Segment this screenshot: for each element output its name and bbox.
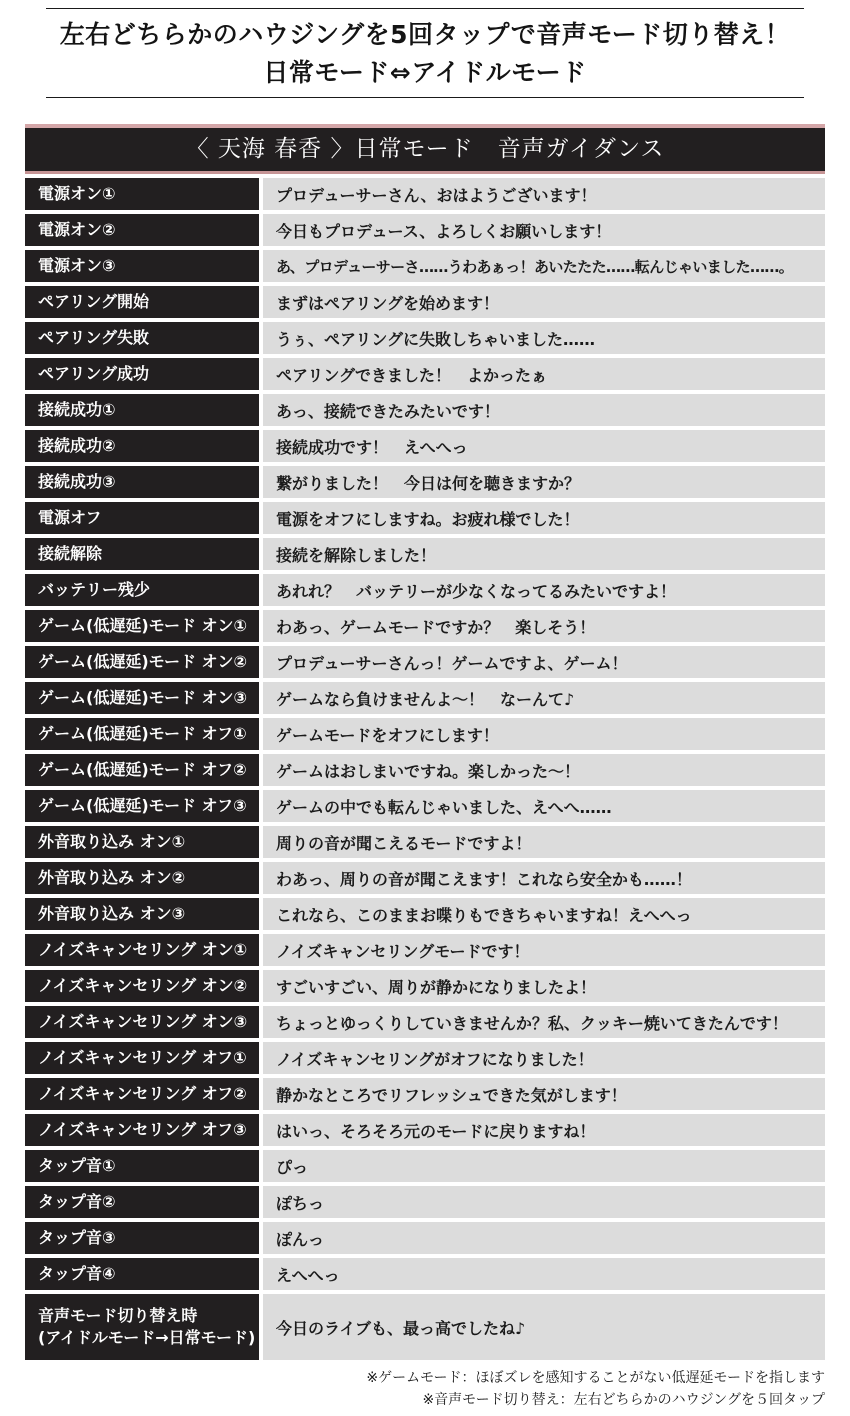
table-row xyxy=(25,466,825,498)
row-voice-line: まずはペアリングを始めます！ xyxy=(263,286,825,318)
row-voice-line: これなら、このままお喋りもできちゃいますね！えへへっ xyxy=(263,898,825,930)
row-voice-line: わあっ、周りの音が聞こえます！これなら安全かも……！ xyxy=(263,862,825,894)
row-label: タップ音③ xyxy=(25,1222,259,1254)
row-voice-line: えへへっ xyxy=(263,1258,825,1290)
row-voice-line: 静かなところでリフレッシュできた気がします！ xyxy=(263,1078,825,1110)
table-row xyxy=(25,1114,825,1146)
table-row xyxy=(25,286,825,318)
row-voice-line: ノイズキャンセリングがオフになりました！ xyxy=(263,1042,825,1074)
table-row xyxy=(25,1150,825,1182)
row-label: ゲーム(低遅延)モード オフ① xyxy=(25,718,259,750)
row-label: 接続成功② xyxy=(25,430,259,462)
row-voice-line: 電源をオフにしますね。お疲れ様でした！ xyxy=(263,502,825,534)
row-label: タップ音② xyxy=(25,1186,259,1218)
row-label: 外音取り込み オン② xyxy=(25,862,259,894)
row-label: ゲーム(低遅延)モード オフ③ xyxy=(25,790,259,822)
row-voice-line: プロデューサーさん、おはようございます！ xyxy=(263,178,825,210)
bottom-rule xyxy=(46,97,804,98)
row-voice-line: あ、プロデューサーさ……うわあぁっ！あいたたた……転んじゃいました……。 xyxy=(263,250,825,282)
row-voice-line: うぅ、ペアリングに失敗しちゃいました…… xyxy=(263,322,825,354)
table-row xyxy=(25,682,825,714)
row-label: タップ音④ xyxy=(25,1258,259,1290)
row-voice-line: ゲームはおしまいですね。楽しかった～！ xyxy=(263,754,825,786)
table-row xyxy=(25,1078,825,1110)
row-voice-line: すごいすごい、周りが静かになりましたよ！ xyxy=(263,970,825,1002)
table-title: 〈 天海 春香 〉日常モード 音声ガイダンス xyxy=(25,124,825,174)
row-voice-line: 周りの音が聞こえるモードですよ！ xyxy=(263,826,825,858)
row-label: ペアリング失敗 xyxy=(25,322,259,354)
row-voice-line: ぽちっ xyxy=(263,1186,825,1218)
headline-line-2: 日常モード⇔アイドルモード xyxy=(263,58,587,87)
row-voice-line: 接続を解除しました！ xyxy=(263,538,825,570)
row-label: ペアリング成功 xyxy=(25,358,259,390)
row-voice-line: ゲームモードをオフにします！ xyxy=(263,718,825,750)
row-label: ゲーム(低遅延)モード オン② xyxy=(25,646,259,678)
table-row xyxy=(25,178,825,210)
table-row xyxy=(25,934,825,966)
table-row xyxy=(25,718,825,750)
row-label: ノイズキャンセリング オン① xyxy=(25,934,259,966)
row-label: ゲーム(低遅延)モード オン① xyxy=(25,610,259,642)
table-row xyxy=(25,214,825,246)
table-row xyxy=(25,1186,825,1218)
table-row xyxy=(25,790,825,822)
row-voice-line: あっ、接続できたみたいです！ xyxy=(263,394,825,426)
row-voice-line: 接続成功です！ えへへっ xyxy=(263,430,825,462)
row-label: ペアリング開始 xyxy=(25,286,259,318)
table-row xyxy=(25,898,825,930)
row-label: 音声モード切り替え時 (アイドルモード→日常モード) xyxy=(25,1294,259,1360)
row-label: ノイズキャンセリング オフ① xyxy=(25,1042,259,1074)
row-voice-line: ノイズキャンセリングモードです！ xyxy=(263,934,825,966)
row-label: ノイズキャンセリング オン② xyxy=(25,970,259,1002)
row-label: ゲーム(低遅延)モード オフ② xyxy=(25,754,259,786)
row-voice-line: わあっ、ゲームモードですか？ 楽しそう！ xyxy=(263,610,825,642)
row-label: 電源オン① xyxy=(25,178,259,210)
table-row xyxy=(25,862,825,894)
table-row xyxy=(25,1294,825,1360)
table-row xyxy=(25,1222,825,1254)
table-row xyxy=(25,1006,825,1038)
row-voice-line: ペアリングできました！ よかったぁ xyxy=(263,358,825,390)
table-row xyxy=(25,610,825,642)
table-row xyxy=(25,970,825,1002)
row-voice-line: ぽんっ xyxy=(263,1222,825,1254)
row-label: ゲーム(低遅延)モード オン③ xyxy=(25,682,259,714)
row-voice-line: ぴっ xyxy=(263,1150,825,1182)
row-label: 外音取り込み オン③ xyxy=(25,898,259,930)
table-row xyxy=(25,1258,825,1290)
row-label: ノイズキャンセリング オン③ xyxy=(25,1006,259,1038)
row-voice-line: 今日のライブも、最っ高でしたね♪ xyxy=(263,1294,825,1360)
row-voice-line: プロデューサーさんっ！ゲームですよ、ゲーム！ xyxy=(263,646,825,678)
table-rows xyxy=(25,178,825,1360)
row-label: 外音取り込み オン① xyxy=(25,826,259,858)
table-row xyxy=(25,646,825,678)
row-label: 電源オフ xyxy=(25,502,259,534)
row-voice-line: ちょっとゆっくりしていきませんか？私、クッキー焼いてきたんです！ xyxy=(263,1006,825,1038)
top-rule xyxy=(46,8,804,9)
table-row xyxy=(25,358,825,390)
row-voice-line: 今日もプロデュース、よろしくお願いします！ xyxy=(263,214,825,246)
row-voice-line: あれれ？ バッテリーが少なくなってるみたいですよ！ xyxy=(263,574,825,606)
table-row xyxy=(25,538,825,570)
row-label: 接続成功③ xyxy=(25,466,259,498)
footnote-voice-mode-switch: ※音声モード切り替え：左右どちらかのハウジングを５回タップ xyxy=(422,1392,825,1408)
row-voice-line: ゲームなら負けませんよ～！ なーんて♪ xyxy=(263,682,825,714)
table-row xyxy=(25,430,825,462)
row-label: バッテリー残少 xyxy=(25,574,259,606)
row-voice-line: 繋がりました！ 今日は何を聴きますか？ xyxy=(263,466,825,498)
table-row xyxy=(25,250,825,282)
table-row xyxy=(25,754,825,786)
row-voice-line: ゲームの中でも転んじゃいました、えへへ…… xyxy=(263,790,825,822)
table-row xyxy=(25,322,825,354)
row-label: 電源オン② xyxy=(25,214,259,246)
table-row xyxy=(25,394,825,426)
headline-line-1: 左右どちらかのハウジングを5回タップで音声モード切り替え！ xyxy=(59,20,791,49)
row-label: ノイズキャンセリング オフ③ xyxy=(25,1114,259,1146)
row-label: タップ音① xyxy=(25,1150,259,1182)
table-row xyxy=(25,826,825,858)
table-row xyxy=(25,1042,825,1074)
row-label: 接続成功① xyxy=(25,394,259,426)
row-label: 接続解除 xyxy=(25,538,259,570)
row-label: 電源オン③ xyxy=(25,250,259,282)
voice-guidance-table xyxy=(25,124,825,1360)
table-row xyxy=(25,574,825,606)
row-label: ノイズキャンセリング オフ② xyxy=(25,1078,259,1110)
footnote-game-mode: ※ゲームモード：ほぼズレを感知することがない低遅延モードを指します xyxy=(366,1370,825,1386)
table-row xyxy=(25,502,825,534)
row-voice-line: はいっ、そろそろ元のモードに戻りますね！ xyxy=(263,1114,825,1146)
